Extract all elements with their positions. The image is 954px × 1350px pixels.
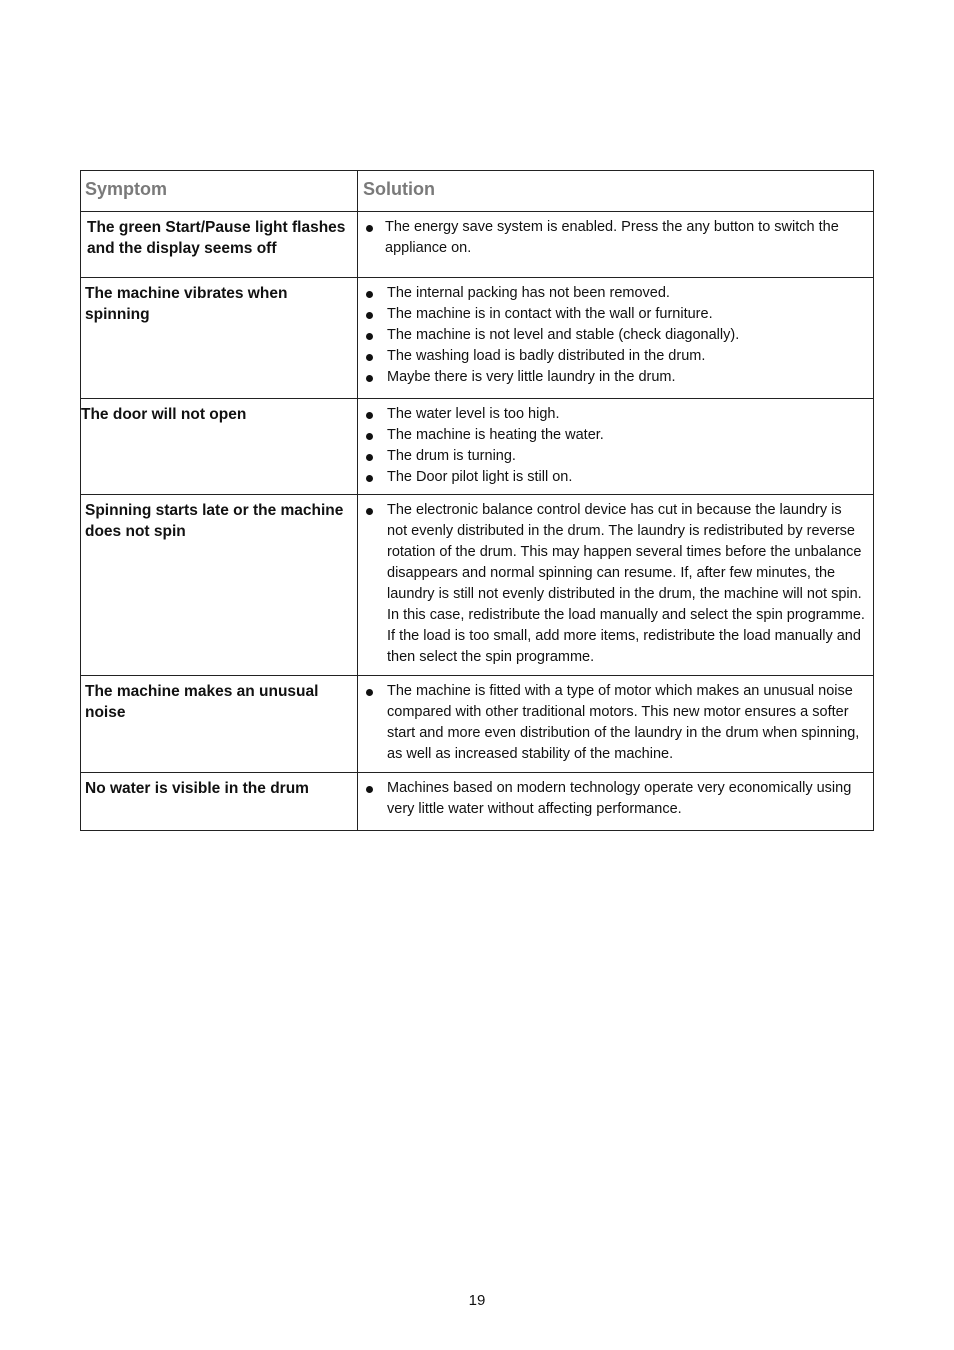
symptom-cell: The green Start/Pause light flashes and the display seems off (81, 212, 358, 277)
table-row (81, 398, 873, 494)
list-item: Maybe there is very little laundry in the drum. (363, 367, 865, 388)
troubleshooting-table (80, 170, 874, 831)
solution-list (363, 217, 865, 259)
solution-list (363, 778, 865, 820)
symptom-column-header: Symptom (81, 171, 358, 211)
solution-list (363, 404, 865, 488)
solution-cell (358, 495, 873, 675)
solution-cell (358, 676, 873, 772)
table-row (81, 675, 873, 772)
list-item: The machine is in contact with the wall or furniture. (363, 304, 865, 325)
list-item: The washing load is badly distributed in the drum. (363, 346, 865, 367)
symptom-cell: No water is visible in the drum (81, 773, 358, 830)
table-row (81, 277, 873, 398)
list-item: The machine is not level and stable (check diagonally). (363, 325, 865, 346)
symptom-cell: The door will not open (81, 399, 358, 494)
list-item: The internal packing has not been removed. (363, 283, 865, 304)
solution-list (363, 283, 865, 388)
solution-list (363, 500, 865, 668)
table-row (81, 772, 873, 830)
list-item: The energy save system is enabled. Press the any button to switch the appliance on. (363, 217, 865, 259)
table-row (81, 494, 873, 675)
symptom-cell: The machine makes an unusual noise (81, 676, 358, 772)
solution-cell (358, 278, 873, 398)
solution-cell (358, 773, 873, 830)
list-item: The water level is too high. (363, 404, 865, 425)
table-row (81, 211, 873, 277)
table-header-row (81, 171, 873, 211)
page-number: 19 (468, 1292, 486, 1309)
symptom-cell: Spinning starts late or the machine does not spin (81, 495, 358, 675)
solution-cell (358, 212, 873, 277)
solution-cell (358, 399, 873, 494)
list-item: The drum is turning. (363, 446, 865, 467)
solution-column-header: Solution (363, 179, 435, 199)
solution-list (363, 681, 865, 765)
list-item: The electronic balance control device has cut in because the laundry is not evenly distributed in the drum. The laundry is redistributed by reverse rotation of the drum. This may happen several times before the unbalance disappears and normal spinning can resume. If, after few minutes, the laundry is still not evenly distributed in the drum, the machine will not spin. In this case, redistribute the load manually and select the spin programme. If the load is too small, add more items, redistribute the load manually and then select the spin programme. (363, 500, 865, 668)
list-item: The Door pilot light is still on. (363, 467, 865, 488)
list-item: The machine is heating the water. (363, 425, 865, 446)
symptom-cell: The machine vibrates when spinning (81, 278, 358, 398)
list-item: The machine is fitted with a type of motor which makes an unusual noise compared with other traditional motors. This new motor ensures a softer start and more even distribution of the laundry in the drum when spinning, as well as increased stability of the machine. (363, 681, 865, 765)
list-item: Machines based on modern technology operate very economically using very little water without affecting performance. (363, 778, 865, 820)
